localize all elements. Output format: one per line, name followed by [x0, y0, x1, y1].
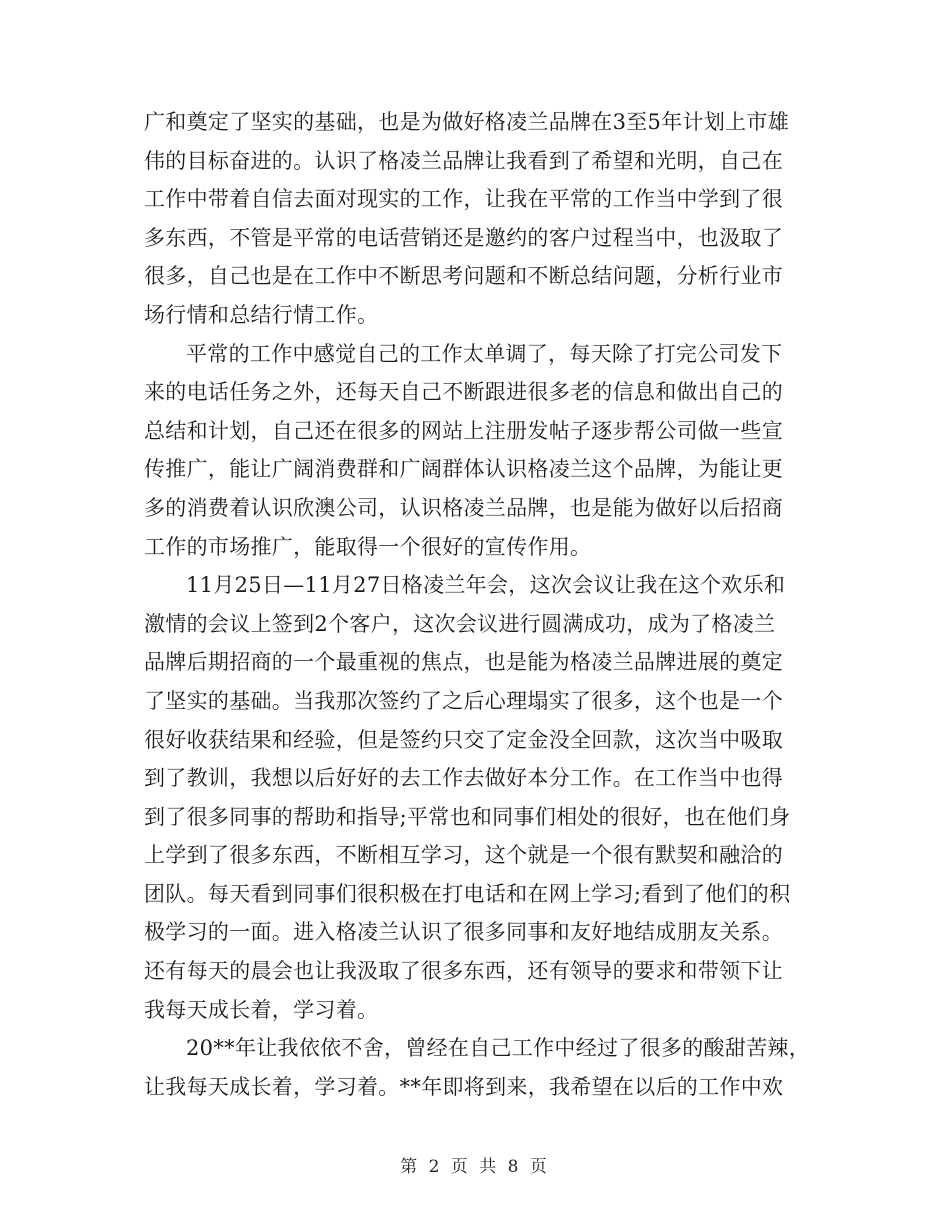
- body-text: [144, 103, 811, 1106]
- text-line: 很好收获结果和经验，但是签约只交了定金没全回款，这次当中吸取: [144, 727, 783, 752]
- page-number-footer: 第 2 页 共 8 页: [400, 1157, 550, 1177]
- text-line: 品牌后期招商的一个最重视的焦点，也是能为格凌兰品牌进展的奠定: [144, 650, 783, 675]
- text-line: 工作中带着自信去面对现实的工作，让我在平常的工作当中学到了很: [144, 187, 783, 212]
- text-line: 我每天成长着，学习着。: [144, 997, 379, 1022]
- text-line: 伟的目标奋进的。认识了格凌兰品牌让我看到了希望和光明，自己在: [144, 148, 783, 173]
- text-line: 场行情和总结行情工作。: [144, 302, 379, 327]
- text-line: 20**年让我依依不舍，曾经在自己工作中经过了很多的酸甜苦辣，: [186, 1036, 811, 1061]
- text-line: 到了教训，我想以后好好的去工作去做好本分工作。在工作当中也得: [144, 766, 783, 791]
- text-line: 总结和计划，自己还在很多的网站上注册发帖子逐步帮公司做一些宣: [144, 418, 783, 443]
- text-line: 工作的市场推广，能取得一个很好的宣传作用。: [144, 534, 592, 559]
- text-line: 多东西，不管是平常的电话营销还是邀约的客户过程当中，也汲取了: [144, 225, 783, 250]
- text-line: 了坚实的基础。当我那次签约了之后心理塌实了很多，这个也是一个: [144, 688, 783, 713]
- text-line: 11月25日—11月27日格凌兰年会，这次会议让我在这个欢乐和: [186, 573, 786, 598]
- text-line: 激情的会议上签到2个客户，这次会议进行圆满成功，成为了格凌兰: [144, 611, 776, 636]
- text-line: 来的电话任务之外，还每天自己不断跟进很多老的信息和做出自己的: [144, 380, 783, 405]
- text-line: 多的消费着认识欣澳公司，认识格凌兰品牌，也是能为做好以后招商: [144, 495, 783, 520]
- text-line: 很多，自己也是在工作中不断思考问题和不断总结问题，分析行业市: [144, 264, 783, 289]
- text-line: 广和奠定了坚实的基础，也是为做好格凌兰品牌在3至5年计划上市雄: [144, 110, 790, 134]
- text-line: 上学到了很多东西，不断相互学习，这个就是一个很有默契和融洽的: [144, 843, 783, 868]
- text-line: 极学习的一面。进入格凌兰认识了很多同事和友好地结成朋友关系。: [144, 920, 783, 945]
- text-line: 到了很多同事的帮助和指导;平常也和同事们相处的很好，也在他们身: [144, 804, 791, 829]
- text-line: 让我每天成长着，学习着。**年即将到来，我希望在以后的工作中欢: [144, 1074, 784, 1099]
- text-line: 团队。每天看到同事们很积极在打电话和在网上学习;看到了他们的积: [144, 881, 791, 906]
- text-line: 还有每天的晨会也让我汲取了很多东西，还有领导的要求和带领下让: [144, 959, 783, 984]
- text-line: 传推广，能让广阔消费群和广阔群体认识格凌兰这个品牌，为能让更: [144, 457, 783, 482]
- text-line: 平常的工作中感觉自己的工作太单调了，每天除了打完公司发下: [186, 341, 783, 366]
